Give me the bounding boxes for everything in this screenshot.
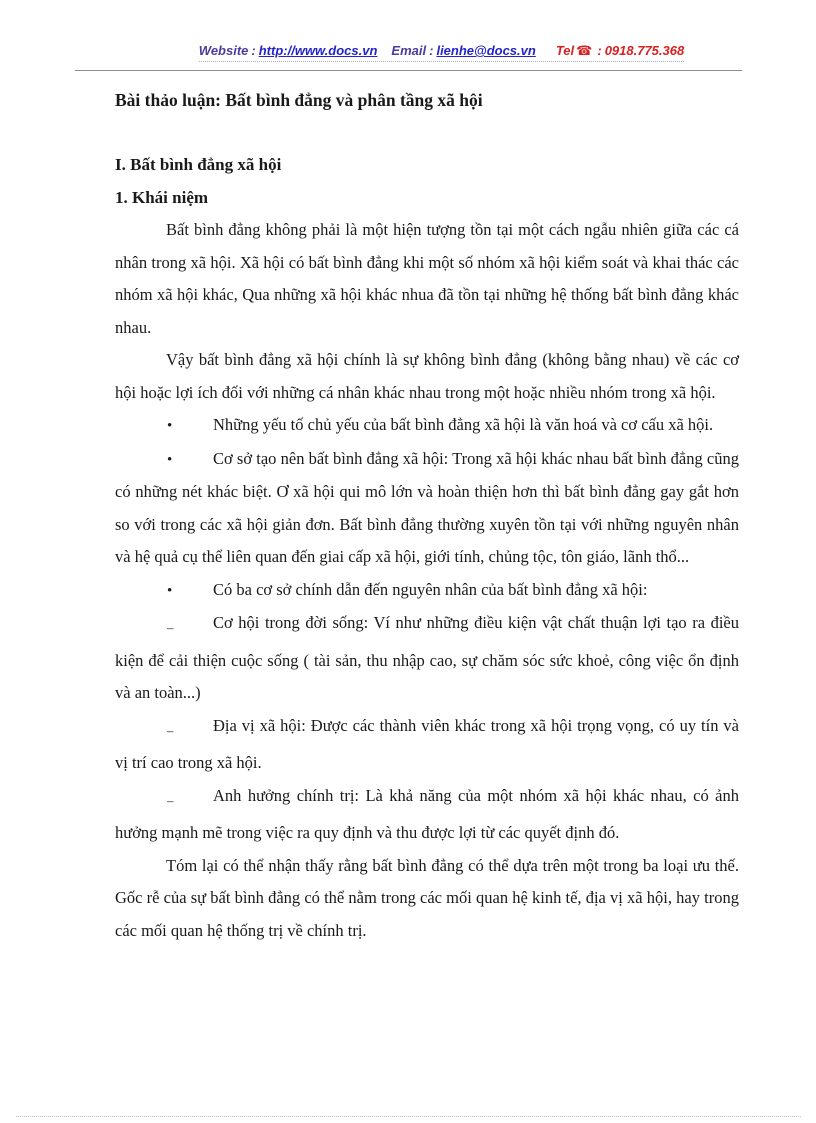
document-title: Bài thảo luận: Bất bình đẳng và phân tầng xã hội (115, 90, 483, 110)
email-separator: : (429, 43, 434, 58)
website-label: Website (198, 43, 249, 58)
dash-icon: – (167, 792, 174, 808)
email-label: Email (391, 43, 427, 58)
tel-number: 0918.775.368 (604, 43, 685, 58)
bullet-icon: • (167, 582, 173, 599)
bullet-icon: • (167, 451, 173, 468)
dash-item (115, 710, 739, 780)
section-heading-i: I. Bất bình đẳng xã hội (115, 155, 282, 174)
dash-item (115, 780, 739, 850)
bullet-item (115, 574, 739, 608)
bullet-item (115, 443, 739, 574)
tel-separator: : (597, 43, 602, 58)
website-link[interactable]: http://www.docs.vn (258, 43, 378, 58)
paragraph: Bất bình đẳng không phải là một hiện tượng tồn tại một cách ngẫu nhiên giữa các cá nhân trong xã hội. Xã hội có bất bình đẳng khi một số nhóm xã hội kiểm soát và khai thác các nhóm xã hội khác, Qua những xã hội khác nhua đã tồn tại những hệ thống bất bình đẳng khác nhau. (115, 220, 739, 337)
page-header (75, 42, 742, 71)
blank-line (115, 117, 739, 150)
header-contact-line (199, 42, 684, 62)
dash-item-text: Địa vị xã hội: Được các thành viên khác trong xã hội trọng vọng, có uy tín và vị trí cao trong xã hội. (115, 715, 739, 772)
bullet-icon: • (167, 418, 173, 434)
tel-label: Tel (555, 43, 575, 58)
email-link[interactable]: lienhe@docs.vn (436, 43, 536, 58)
bullet-item (115, 409, 739, 443)
bullet-item-text: Có ba cơ sở chính dẫn đến nguyên nhân của bất bình đẳng xã hội: (213, 579, 648, 599)
dash-item-text: Anh hưởng chính trị: Là khả năng của một nhóm xã hội khác nhau, có ảnh hưởng mạnh mẽ trong việc ra quy định và thu được lợi từ các quyết định đó. (115, 785, 739, 842)
dash-item-text: Cơ hội trong đời sống: Ví như những điều kiện vật chất thuận lợi tạo ra điều kiện để cải thiện cuộc sống ( tài sản, thu nhập cao, sự chăm sóc sức khoẻ, công việc ổn định và an toàn...) (115, 613, 739, 702)
paragraph: Tóm lại có thể nhận thấy rằng bất bình đẳng có thể dựa trên một trong ba loại ưu thế. Gốc rễ của sự bất bình đẳng có thể nằm trong các mối quan hệ kinh tế, địa vị xã hội, hay trong các mối quan hệ thống trị về chính trị. (115, 855, 739, 940)
phone-icon: ☎ (576, 43, 593, 58)
bullet-item-text: Những yếu tố chủ yếu của bất bình đẳng xã hội là văn hoá và cơ cấu xã hội. (213, 415, 714, 434)
dash-icon: – (167, 620, 174, 635)
dash-icon: – (167, 722, 174, 738)
website-separator: : (251, 43, 256, 58)
dash-item (115, 607, 739, 710)
section-heading-1: 1. Khái niệm (115, 187, 209, 207)
page-bottom-divider (16, 1116, 801, 1117)
paragraph: Vậy bất bình đẳng xã hội chính là sự không bình đẳng (không bằng nhau) về các cơ hội hoặc lợi ích đối với những cá nhân khác nhau trong một hoặc nhiều nhóm trong xã hội. (115, 350, 739, 402)
bullet-item-text: Cơ sở tạo nên bất bình đẳng xã hội: Trong xã hội khác nhau bất bình đẳng cũng có những nét khác biệt. Ơ xã hội qui mô lớn và hoàn thiện hơn thì bất bình đẳng gay gắt hơn so với trong các xã hội giản đơn. Bất bình đẳng thường xuyên tồn tại với những nguyên nhân và hệ quả cụ thể liên quan đến giai cấp xã hội, giới tính, chủng tộc, tôn giáo, lãnh thổ... (115, 448, 739, 566)
document-body (115, 84, 739, 947)
